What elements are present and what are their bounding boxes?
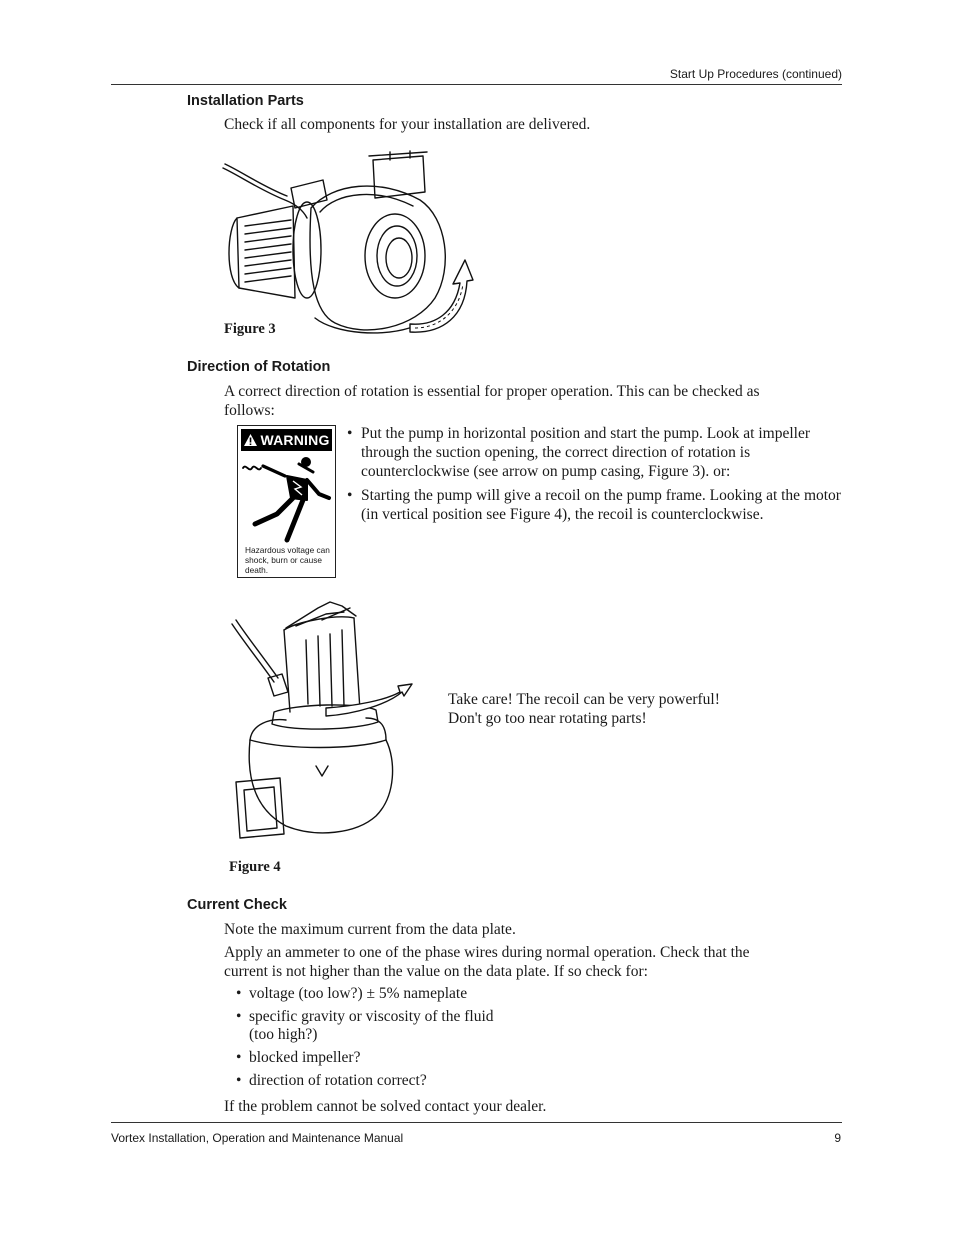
rotation-intro-line1: A correct direction of rotation is essential for proper operation. This can be checked as xyxy=(224,383,760,400)
list-item: • direction of rotation correct? xyxy=(236,1072,636,1090)
current-check-list xyxy=(236,985,636,1095)
installation-parts-text: Check if all components for your installation are delivered. xyxy=(224,116,591,133)
header-rule xyxy=(111,84,842,85)
figure-4-caption: Figure 4 xyxy=(229,859,281,875)
page-number: 9 xyxy=(834,1131,841,1145)
warning-header xyxy=(241,429,332,451)
rotation-intro-line2: follows: xyxy=(224,402,275,419)
figure-3-pump-drawing xyxy=(215,148,475,340)
list-item: • blocked impeller? xyxy=(236,1049,636,1067)
rotation-bullets xyxy=(347,424,842,529)
footer-manual-title: Vortex Installation, Operation and Maintenance Manual xyxy=(111,1131,404,1145)
current-check-text1: Note the maximum current from the data plate. xyxy=(224,921,516,938)
list-item-line: (too high?) xyxy=(249,1026,318,1043)
list-item-line: • specific gravity or viscosity of the fluid xyxy=(249,1008,494,1025)
list-item: • voltage (too low?) ± 5% nameplate xyxy=(236,985,636,1003)
current-check-text2-line1: Apply an ammeter to one of the phase wires during normal operation. Check that the xyxy=(224,944,750,961)
warning-label xyxy=(237,425,336,578)
running-header: Start Up Procedures (continued) xyxy=(669,67,842,81)
figure-4-pump-drawing xyxy=(226,600,426,845)
care-line-2: Don't go too near rotating parts! xyxy=(448,710,647,727)
warning-text: Hazardous voltage can shock, burn or cause death. xyxy=(245,545,330,575)
current-check-text2-line2: current is not higher than the value on the data plate. If so check for: xyxy=(224,963,648,980)
heading-direction-of-rotation: Direction of Rotation xyxy=(187,359,331,375)
heading-installation-parts: Installation Parts xyxy=(187,93,304,109)
warning-label-text: WARNING xyxy=(260,432,330,448)
list-item xyxy=(236,1008,636,1044)
care-line-1: Take care! The recoil can be very powerful! xyxy=(448,691,720,708)
list-item: • Put the pump in horizontal position and start the pump. Look at impeller through the suction opening, the correct direction of rotation is counterclockwise (see arrow on pump casing, Figure 3). or: xyxy=(347,424,842,481)
figure-3-caption: Figure 3 xyxy=(224,321,276,337)
current-check-closing: If the problem cannot be solved contact your dealer. xyxy=(224,1098,547,1115)
list-item: • Starting the pump will give a recoil on the pump frame. Looking at the motor (in vertical position see Figure 4), the recoil is counterclockwise. xyxy=(347,486,842,524)
care-note xyxy=(448,690,720,728)
electric-shock-icon xyxy=(241,454,332,544)
heading-current-check: Current Check xyxy=(187,897,287,913)
warning-triangle-icon xyxy=(243,433,258,447)
footer-rule xyxy=(111,1122,842,1123)
